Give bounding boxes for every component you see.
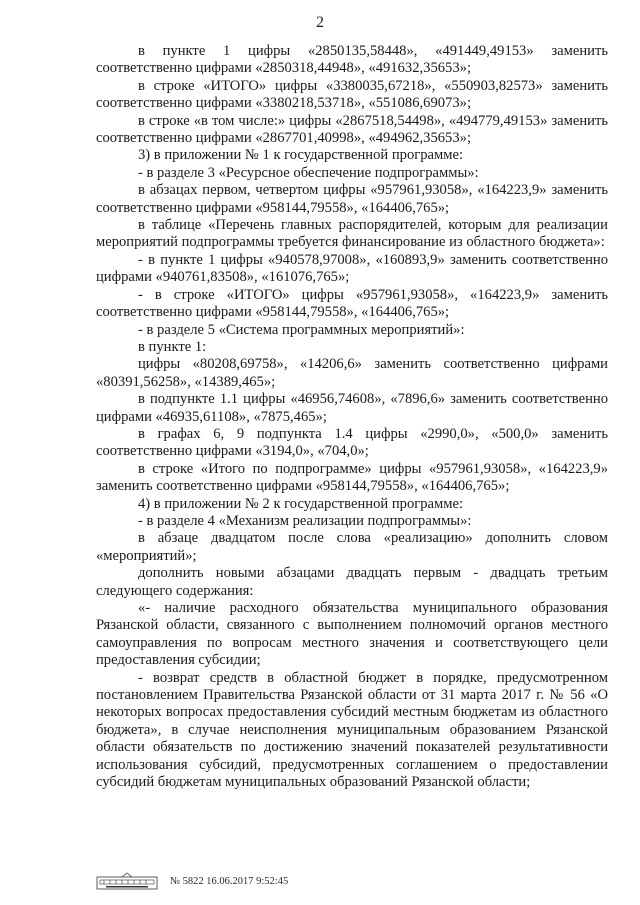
paragraph: «- наличие расходного обязательства муниципального образования Рязанской области, связанного с выполнением полномочий органов местного самоуправления по вопросам местного значения и соответствующего цели предоставления субсидии; xyxy=(96,600,608,669)
document-body xyxy=(96,43,608,791)
paragraph: - возврат средств в областной бюджет в порядке, предусмотренном постановлением Правительства Рязанской области от 31 марта 2017 г. № 56 «О некоторых вопросах предоставления субсидий местным бюджетам из областного бюджета», в случае неисполнения муниципальным образованием Рязанской области обязательств по достижению значений показателей результативности использования субсидий, предусмотренных соглашением о предоставлении субсидий бюджетам муниципальных образований Рязанской области; xyxy=(96,669,608,791)
paragraph: в строке «Итого по подпрограмме» цифры «957961,93058», «164223,9» заменить соответственно цифрами «958144,79558», «164406,765»; xyxy=(96,460,608,495)
paragraph: в подпункте 1.1 цифры «46956,74608», «7896,6» заменить соответственно цифрами «46935,61108», «7875,465»; xyxy=(96,391,608,425)
paragraph: в строке «ИТОГО» цифры «3380035,67218», «550903,82573» заменить соответственно цифрами «3380218,53718», «551086,69073»; xyxy=(96,77,608,112)
paragraph: - в пункте 1 цифры «940578,97008», «160893,9» заменить соответственно цифрами «940761,83508», «161076,765»; xyxy=(96,251,608,286)
paragraph: - в разделе 5 «Система программных мероприятий»: xyxy=(138,321,465,338)
paragraph: в таблице «Перечень главных распорядителей, которым для реализации мероприятий подпрограммы требуется финансирование из областного бюджета»: xyxy=(96,217,608,251)
registration-stamp-text: № 5822 16.06.2017 9:52:45 xyxy=(170,875,289,887)
paragraph: в графах 6, 9 подпункта 1.4 цифры «2990,0», «500,0» заменить соответственно цифрами «3194,0», «704,0»; xyxy=(96,425,608,460)
printer-stamp-icon xyxy=(96,871,158,891)
paragraph: дополнить новыми абзацами двадцать первым - двадцать третьим следующего содержания: xyxy=(96,565,608,599)
paragraph: - в разделе 3 «Ресурсное обеспечение подпрограммы»: xyxy=(138,164,479,181)
paragraph: в пункте 1 цифры «2850135,58448», «491449,49153» заменить соответственно цифрами «2850318,44948», «491632,35653»; xyxy=(96,43,608,77)
paragraph: в абзацах первом, четвертом цифры «957961,93058», «164223,9» заменить соответственно цифрами «958144,79558», «164406,765»; xyxy=(96,182,608,216)
paragraph: - в разделе 4 «Механизм реализации подпрограммы»: xyxy=(138,512,472,529)
paragraph: в абзаце двадцатом после слова «реализацию» дополнить словом «мероприятий»; xyxy=(96,530,608,564)
page-number: 2 xyxy=(316,14,324,31)
paragraph: 3) в приложении № 1 к государственной программе: xyxy=(138,147,464,164)
paragraph: в строке «в том числе:» цифры «2867518,54498», «494779,49153» заменить соответственно цифрами «2867701,40998», «494962,35653»; xyxy=(96,112,608,147)
document-footer xyxy=(96,871,288,891)
paragraph: 4) в приложении № 2 к государственной программе: xyxy=(138,495,464,512)
paragraph: - в строке «ИТОГО» цифры «957961,93058», «164223,9» заменить соответственно цифрами «958144,79558», «164406,765»; xyxy=(96,286,608,321)
paragraph: цифры «80208,69758», «14206,6» заменить соответственно цифрами «80391,56258», «14389,465»; xyxy=(96,356,608,390)
paragraph: в пункте 1: xyxy=(138,338,207,355)
